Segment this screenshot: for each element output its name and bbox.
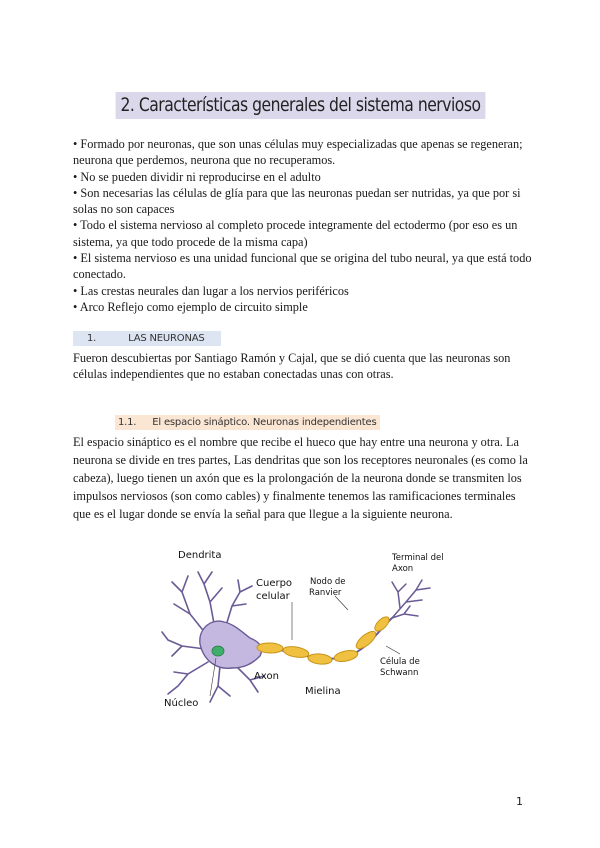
label-mielina: Mielina [305,686,341,697]
myelin-segment [372,614,391,633]
title-wrapper [0,92,600,119]
section-number: 1. [87,333,97,344]
page-number: 1 [516,795,523,808]
myelin-segment [333,649,359,664]
bullet-item: • Formado por neuronas, que son unas células muy especializadas que apenas se regeneran; neurona que perdemos, neurona que no recuperamos. [73,137,523,168]
subsection-paragraph: El espacio sináptico es el nombre que recibe el hueco que hay entre una neurona y otra. La neurona se divide en tres partes, Las dendritas que son los receptores neuronales (es como la cabeza), luego tienen un axón que es la prolongación de la neurona donde se transmiten los impulsos nerviosos (son como cables) y finalmente tenemos las ramificaciones terminales que es el lugar donde se envía la señal para que llegue a la siguiente neurona. [73,435,528,521]
bullet-item: • Arco Reflejo como ejemplo de circuito simple [73,299,308,314]
bullet-list [73,136,533,315]
section-paragraph: Fueron descubiertas por Santiago Ramón y Cajal, que se dió cuenta que las neuronas son células independientes que no estaban conectadas unas con otras. [73,351,511,382]
label-dendrita: Dendrita [178,550,222,561]
bullet-item: • El sistema nervioso es una unidad funcional que se origina del tubo neural, ya que está todo conectado. [73,251,532,282]
myelin-segment [308,653,333,665]
myelin-segment [354,628,379,651]
myelin-segment [282,645,309,659]
label-nodo-ranvier: Nodo de [310,577,346,587]
section-title: LAS NEURONAS [128,333,205,344]
bullet-item: • Son necesarias las células de glía para que las neuronas puedan ser nutridas, ya que por si solas no son capaces [73,185,521,217]
label-nodo-ranvier: Ranvier [309,588,342,598]
label-celula-schwann: Schwann [380,668,419,678]
subsection-number: 1.1. [118,417,137,428]
label-celula-schwann: Célula de [380,657,420,667]
label-terminal-axon: Axon [392,564,414,574]
section-heading-neuronas [73,331,221,346]
label-terminal-axon: Terminal del [392,553,444,563]
bullet-item: • Las crestas neurales dan lugar a los nervios periféricos [73,283,349,298]
neuron-diagram [160,544,460,714]
axon-terminals [392,580,430,618]
nucleus-shape [212,646,224,656]
bullet-item: • No se pueden dividir ni reproducirse en el adulto [73,169,321,184]
label-cuerpo-celular: Cuerpo [256,578,293,589]
myelin-sheath [257,614,392,665]
cell-body [200,621,262,668]
label-cuerpo-celular: celular [256,591,290,602]
label-nucleo: Núcleo [164,698,199,709]
subsection-heading-espacio-sinaptico [115,415,380,430]
page-title: 2. Características generales del sistema nervioso [115,92,485,119]
bullet-item: • Todo el sistema nervioso al completo procede integramente del ectodermo (por eso es un sistema, ya que todo procede de la misma capa) [73,218,518,249]
label-axon: Axon [254,671,279,682]
subsection-title: El espacio sináptico. Neuronas independientes [152,417,377,428]
